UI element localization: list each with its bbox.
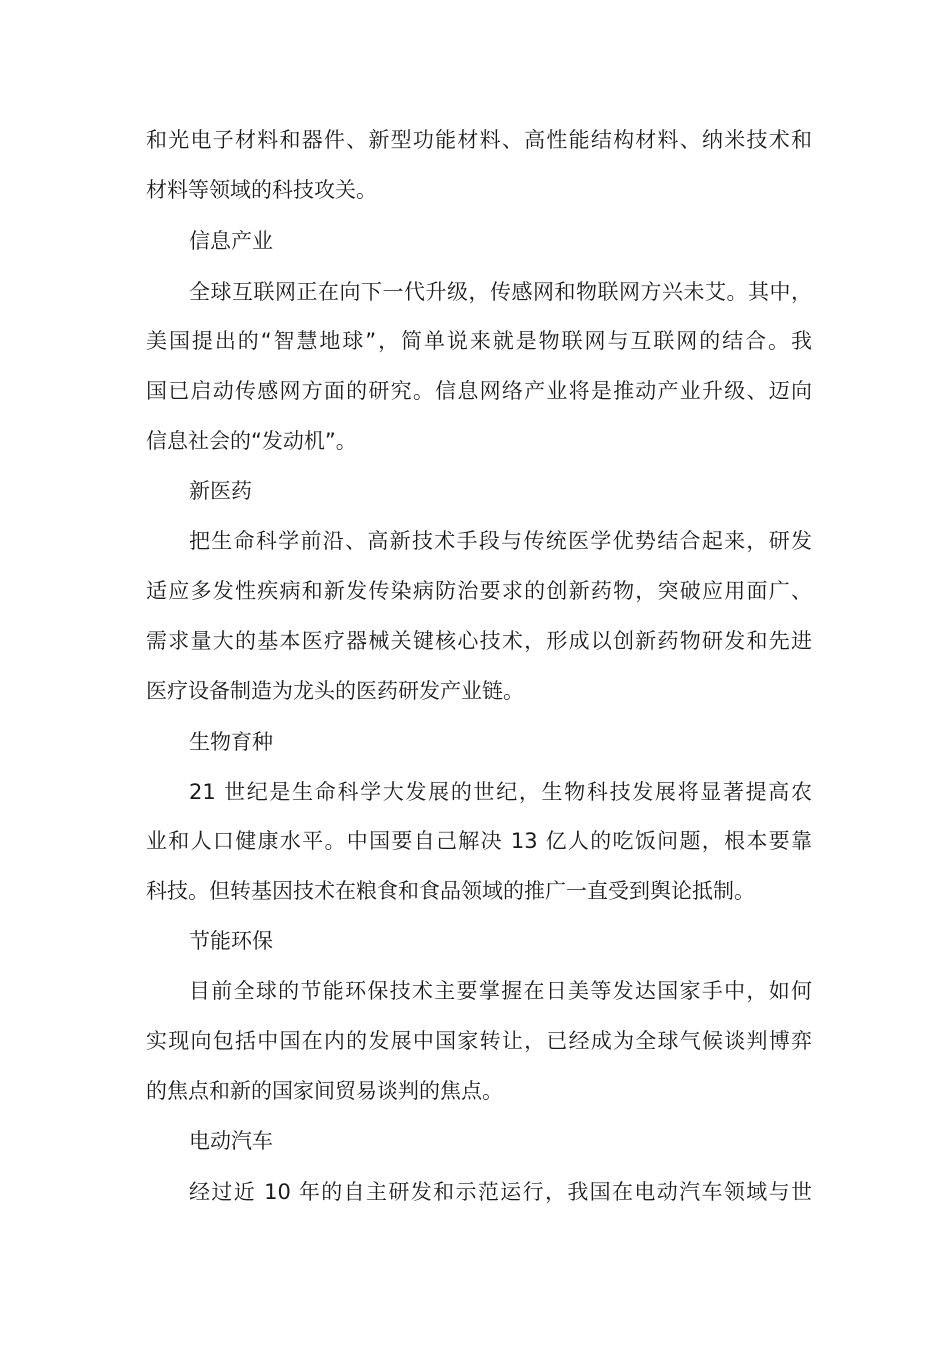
text-line: 21 世纪是生命科学大发展的世纪，生物科技发展将显著提高农	[189, 780, 812, 804]
text-line: 材料等领域的科技攻关。	[146, 178, 377, 202]
section-heading: 新医药	[189, 479, 252, 503]
text-line: 和光电子材料和器件、新型功能材料、高性能结构材料、纳米技术和	[146, 128, 812, 152]
text-line: 业和人口健康水平。中国要自己解决 13 亿人的吃饭问题，根本要靠	[146, 829, 812, 853]
section-heading: 信息产业	[189, 229, 273, 253]
section-heading: 节能环保	[189, 929, 273, 953]
text-line: 美国提出的“智慧地球”，简单说来就是物联网与互联网的结合。我	[146, 329, 812, 353]
text-line: 全球互联网正在向下一代升级，传感网和物联网方兴未艾。其中，	[189, 280, 812, 304]
text-line: 实现向包括中国在内的发展中国家转让，已经成为全球气候谈判博弈	[146, 1029, 812, 1053]
text-line: 经过近 10 年的自主研发和示范运行，我国在电动汽车领域与世	[189, 1180, 812, 1204]
text-line: 信息社会的“发动机”。	[146, 429, 357, 453]
text-line: 把生命科学前沿、高新技术手段与传统医学优势结合起来，研发	[189, 529, 812, 553]
text-line: 适应多发性疾病和新发传染病防治要求的创新药物，突破应用面广、	[146, 579, 812, 603]
text-line: 的焦点和新的国家间贸易谈判的焦点。	[146, 1079, 503, 1103]
text-line: 医疗设备制造为龙头的医药研发产业链。	[146, 679, 524, 703]
text-line: 科技。但转基因技术在粮食和食品领域的推广一直受到舆论抵制。	[146, 879, 755, 903]
text-line: 目前全球的节能环保技术主要掌握在日美等发达国家手中，如何	[189, 979, 812, 1003]
section-heading: 电动汽车	[189, 1129, 273, 1153]
text-line: 需求量大的基本医疗器械关键核心技术，形成以创新药物研发和先进	[146, 629, 812, 653]
text-line: 国已启动传感网方面的研究。信息网络产业将是推动产业升级、迈向	[146, 379, 812, 403]
section-heading: 生物育种	[189, 730, 273, 754]
